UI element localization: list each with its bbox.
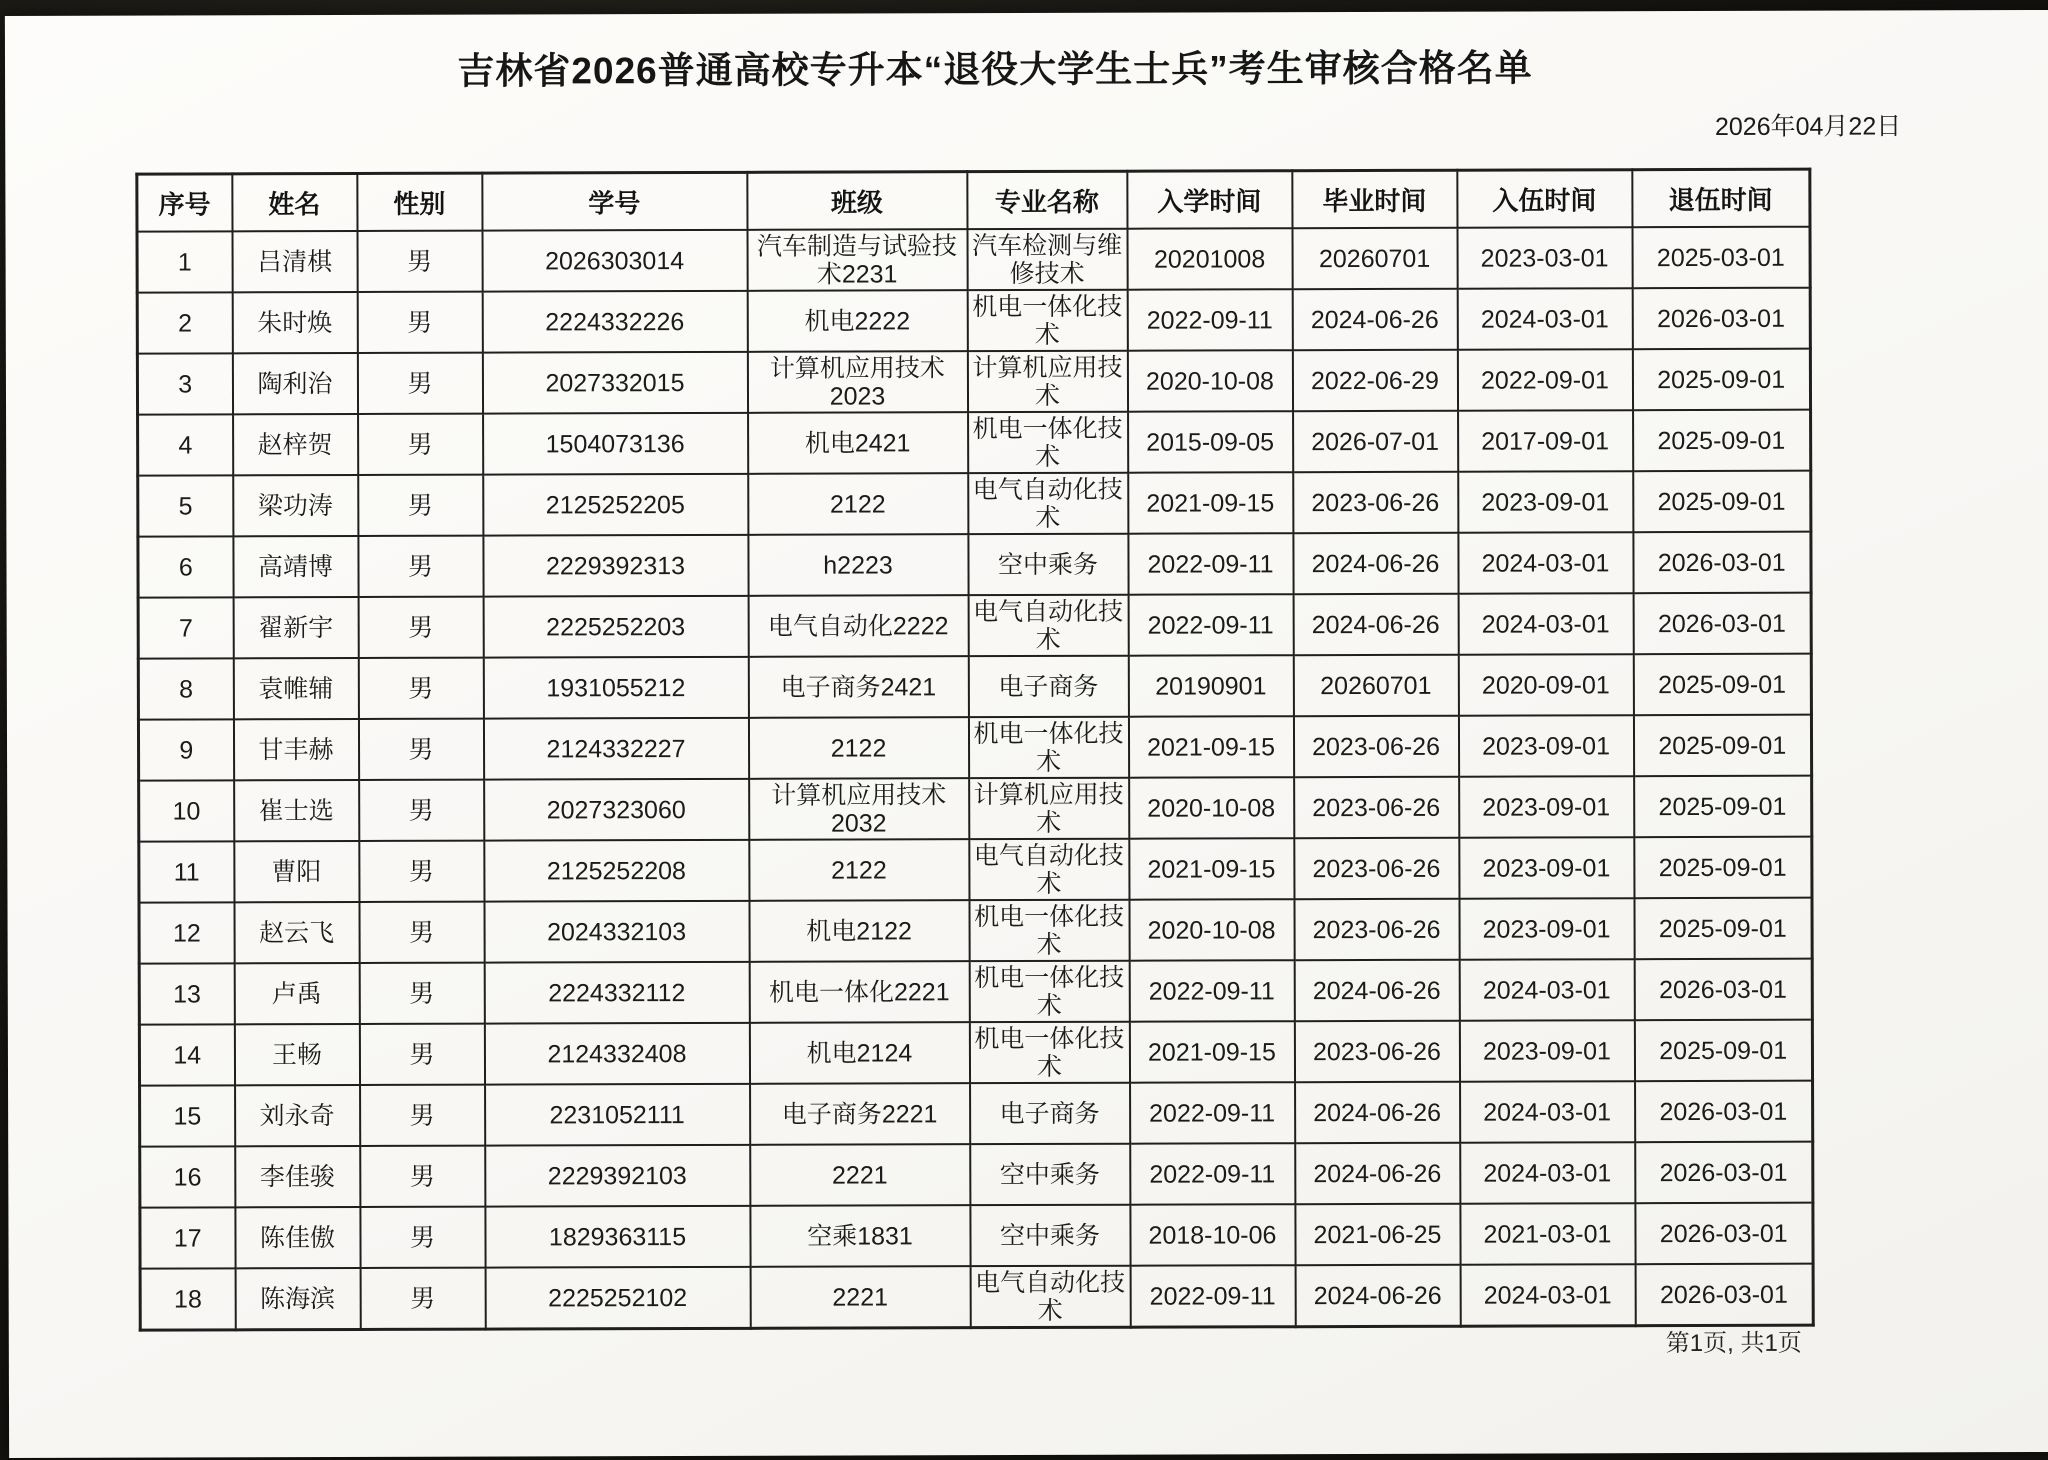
table-cell: 2023-06-26 [1293,716,1458,777]
table-cell: 电气自动化技术 [970,1266,1130,1328]
table-cell: 男 [360,1268,485,1330]
table-cell: 2024-03-01 [1457,288,1632,350]
table-cell: 2221 [750,1266,970,1328]
table-cell: 陈佳傲 [235,1207,360,1268]
table-cell: 1504073136 [483,413,748,475]
table-cell: 2026-03-01 [1635,1264,1813,1326]
table-cell: 电子商务2421 [748,656,968,718]
table-cell: 2022-09-11 [1130,1265,1295,1327]
table-cell: 甘丰赫 [233,719,358,780]
table-cell: 2024-03-01 [1460,1264,1635,1326]
table-cell: 2124332408 [484,1023,749,1085]
table-cell: 2023-03-01 [1457,227,1632,289]
table-cell: 机电2124 [749,1022,969,1084]
table-cell: 3 [137,353,232,414]
table-cell: 14 [139,1024,234,1085]
table-cell: 2024-03-01 [1460,1081,1635,1143]
table-cell: 2023-09-01 [1459,837,1634,899]
table-cell: 2023-06-26 [1294,1021,1459,1082]
table-cell: 电气自动化技术 [968,473,1128,534]
table-cell: 2229392103 [485,1145,750,1207]
students-table [135,168,1814,1332]
column-header: 专业名称 [967,171,1127,229]
table-cell: 机电2122 [749,900,969,962]
table-cell: 电气自动化技术 [968,595,1128,656]
column-header: 姓名 [232,173,357,231]
table-cell: 2023-06-26 [1294,899,1459,960]
page-number: 第1页, 共1页 [1665,1329,1802,1358]
table-cell: 2023-09-01 [1459,898,1634,960]
table-cell: 2026-03-01 [1635,1203,1813,1265]
table-cell: 赵云飞 [234,902,359,963]
table-cell: 汽车检测与维修技术 [967,229,1127,290]
table-cell: 2022-09-11 [1130,1143,1295,1204]
table-cell: 机电一体化技术 [969,961,1129,1022]
table-cell: 卢禹 [234,963,359,1024]
table-cell: 2021-09-15 [1129,1021,1294,1082]
table-cell: 2024-03-01 [1460,1142,1635,1204]
table-cell: 2023-09-01 [1458,715,1633,777]
table-cell: 男 [357,353,482,414]
document-date: 2026年04月22日 [1714,112,1902,141]
table-cell: 13 [139,963,234,1024]
column-header: 班级 [747,172,967,230]
table-row [139,898,1812,964]
table-cell: 男 [359,841,484,902]
table-cell: 男 [359,780,484,841]
table-cell: 2024-03-01 [1458,593,1633,655]
table-cell: 空中乘务 [968,534,1128,595]
page-title: 吉林省2026普通高校专升本“退役大学生士兵”考生审核合格名单 [457,47,1533,92]
table-cell: 2022-06-29 [1292,350,1457,411]
table-cell: 机电一体化2221 [749,961,969,1023]
table-cell: 4 [138,414,233,475]
table-cell: 计算机应用技术2032 [749,778,969,840]
table-cell: 2022-09-11 [1127,289,1292,350]
table-row [139,959,1812,1025]
table-cell: 2020-10-08 [1129,777,1294,838]
table-cell: 2026-03-01 [1633,532,1811,594]
column-header: 序号 [137,174,232,232]
table-cell: 2026-03-01 [1632,288,1810,350]
table-row [139,837,1812,903]
table-cell: 2023-06-26 [1294,777,1459,838]
table-cell: 2025-09-01 [1634,898,1812,960]
table-cell: 8 [138,658,233,719]
table-cell: 2017-09-01 [1458,410,1633,472]
table-cell: 2021-03-01 [1460,1203,1635,1265]
table-cell: 男 [358,597,483,658]
table-cell: 12 [139,902,234,963]
table-cell: 吕清棋 [232,231,357,292]
table-cell: 2022-09-11 [1128,533,1293,594]
table-cell: 电气自动化技术 [969,839,1129,900]
table-cell: 2026303014 [482,230,747,292]
column-header: 性别 [357,173,482,231]
table-cell: 20190901 [1128,655,1293,716]
table-cell: 曹阳 [234,841,359,902]
table-cell: 17 [140,1207,235,1268]
table-cell: 男 [358,658,483,719]
table-cell: 2023-06-26 [1293,472,1458,533]
table-cell: 赵梓贺 [233,414,358,475]
table-cell: 男 [359,963,484,1024]
table-cell: 2023-09-01 [1458,471,1633,533]
table-cell: 1 [137,231,232,292]
table-cell: 男 [360,1207,485,1268]
table-cell: 2021-09-15 [1128,472,1293,533]
table-cell: 男 [358,536,483,597]
table-cell: 空乘1831 [750,1205,970,1267]
table-cell: 2025-09-01 [1634,1020,1812,1082]
table-cell: 梁功涛 [233,475,358,536]
table-cell: 2021-09-15 [1128,716,1293,777]
table-cell: 2024-06-26 [1295,1265,1460,1327]
table-cell: 2025-09-01 [1632,349,1810,411]
table-cell: 5 [138,475,233,536]
table-row [140,1264,1813,1330]
table-row [138,410,1811,476]
table-row [138,532,1811,598]
table-cell: 男 [357,292,482,353]
table-cell: 2021-06-25 [1295,1204,1460,1265]
table-row [138,593,1811,659]
table-cell: 2024-06-26 [1293,594,1458,655]
table-cell: 2020-10-08 [1129,899,1294,960]
table-row [138,471,1811,537]
table-cell: 男 [358,414,483,475]
table-cell: 2022-09-11 [1129,960,1294,1021]
table-cell: 2122 [749,839,969,901]
table-cell: 2229392313 [483,535,748,597]
table-cell: 2125252208 [484,840,749,902]
table-cell: 朱时焕 [232,292,357,353]
table-cell: 高靖博 [233,536,358,597]
table-cell: 2026-07-01 [1293,411,1458,472]
table-cell: 2025-09-01 [1634,776,1812,838]
table-cell: 2024-06-26 [1295,1082,1460,1143]
table-cell: 16 [140,1146,235,1207]
table-cell: 空中乘务 [970,1144,1130,1205]
table-cell: 刘永奇 [235,1085,360,1146]
table-cell: 2025-09-01 [1633,471,1811,533]
table-row [139,1020,1812,1086]
table-cell: 2024-06-26 [1294,960,1459,1021]
table-cell: 2025-09-01 [1633,715,1811,777]
table-cell: 李佳骏 [235,1146,360,1207]
table-cell: 电子商务2221 [750,1083,970,1145]
table-cell: 陶利治 [232,353,357,414]
table-cell: 11 [139,841,234,902]
table-cell: 1931055212 [483,657,748,719]
table-row [139,776,1812,842]
table-cell: h2223 [748,534,968,596]
table-cell: 汽车制造与试验技术2231 [747,229,967,291]
table-cell: 10 [139,780,234,841]
table-row [137,288,1810,354]
table-cell: 1829363115 [485,1206,750,1268]
table-cell: 2231052111 [485,1084,750,1146]
table-cell: 2023-06-26 [1294,838,1459,899]
table-row [137,227,1810,293]
table-cell: 15 [140,1085,235,1146]
table-cell: 2025-09-01 [1633,410,1811,472]
table-cell: 2026-03-01 [1633,593,1811,655]
column-header: 入伍时间 [1457,170,1632,228]
table-row [140,1081,1813,1147]
table-row [138,715,1811,781]
table-header-row [137,169,1810,231]
table-cell: 电子商务 [970,1083,1130,1144]
table-cell: 2224332112 [484,962,749,1024]
table-cell: 2022-09-11 [1130,1082,1295,1143]
table-cell: 男 [360,1146,485,1207]
table-cell: 2024332103 [484,901,749,963]
table-cell: 机电一体化技术 [969,900,1129,961]
table-cell: 2025-09-01 [1633,654,1811,716]
table-cell: 2026-03-01 [1635,1142,1813,1204]
table-cell: 2024-06-26 [1295,1143,1460,1204]
table-cell: 2022-09-01 [1457,349,1632,411]
table-cell: 2020-10-08 [1127,350,1292,411]
table-cell: 20260701 [1293,655,1458,716]
table-cell: 2022-09-11 [1128,594,1293,655]
table-cell: 机电一体化技术 [967,290,1127,351]
table-cell: 2 [137,292,232,353]
table-cell: 2024-03-01 [1459,959,1634,1021]
table-cell: 男 [359,1024,484,1085]
table-cell: 翟新宇 [233,597,358,658]
table-cell: 男 [358,719,483,780]
table-cell: 袁帷辅 [233,658,358,719]
table-cell: 7 [138,597,233,658]
table-cell: 电子商务 [968,656,1128,717]
table-cell: 2026-03-01 [1635,1081,1813,1143]
table-cell: 2225252203 [483,596,748,658]
table-cell: 2018-10-06 [1130,1204,1295,1265]
column-header: 退伍时间 [1632,169,1810,227]
table-cell: 2024-03-01 [1458,532,1633,594]
table-cell: 2124332227 [483,718,748,780]
table-cell: 2027332015 [482,352,747,414]
table-cell: 2026-03-01 [1634,959,1812,1021]
table-row [138,654,1811,720]
table-cell: 2020-09-01 [1458,654,1633,716]
table-cell: 9 [138,719,233,780]
table-cell: 2027323060 [484,779,749,841]
table-cell: 男 [359,902,484,963]
table-cell: 18 [140,1268,235,1330]
table-cell: 机电一体化技术 [968,412,1128,473]
column-header: 学号 [482,172,747,230]
table-cell: 机电2421 [748,412,968,474]
column-header: 入学时间 [1127,171,1292,229]
table-cell: 2225252102 [485,1267,750,1329]
table-cell: 2021-09-15 [1129,838,1294,899]
table-cell: 2125252205 [483,474,748,536]
table-cell: 2224332226 [482,291,747,353]
column-header: 毕业时间 [1292,170,1457,228]
table-cell: 2122 [748,717,968,779]
table-row [140,1203,1813,1269]
table-cell: 2221 [750,1144,970,1206]
table-cell: 机电2222 [747,290,967,352]
table-cell: 2122 [748,473,968,535]
table-cell: 6 [138,536,233,597]
table-cell: 机电一体化技术 [968,717,1128,778]
table-cell: 2023-09-01 [1459,1020,1634,1082]
table-cell: 陈海滨 [235,1268,360,1330]
table-cell: 机电一体化技术 [969,1022,1129,1083]
table-cell: 2024-06-26 [1292,289,1457,350]
table-cell: 崔士选 [234,780,359,841]
table-cell: 计算机应用技术 [969,778,1129,839]
table-cell: 2023-09-01 [1459,776,1634,838]
table-cell: 电气自动化2222 [748,595,968,657]
table-cell: 2015-09-05 [1128,411,1293,472]
table-cell: 男 [357,231,482,292]
table-cell: 2025-03-01 [1632,227,1810,289]
table-cell: 王畅 [234,1024,359,1085]
table-cell: 2024-06-26 [1293,533,1458,594]
table-cell: 2025-09-01 [1634,837,1812,899]
table-row [137,349,1810,415]
table-cell: 计算机应用技术 [967,351,1127,412]
table-cell: 空中乘务 [970,1205,1130,1266]
table-cell: 20201008 [1127,228,1292,289]
table-cell: 男 [360,1085,485,1146]
table-cell: 男 [358,475,483,536]
table-row [140,1142,1813,1208]
document-page [5,10,2048,1458]
table-cell: 20260701 [1292,228,1457,289]
table-cell: 计算机应用技术2023 [747,351,967,413]
